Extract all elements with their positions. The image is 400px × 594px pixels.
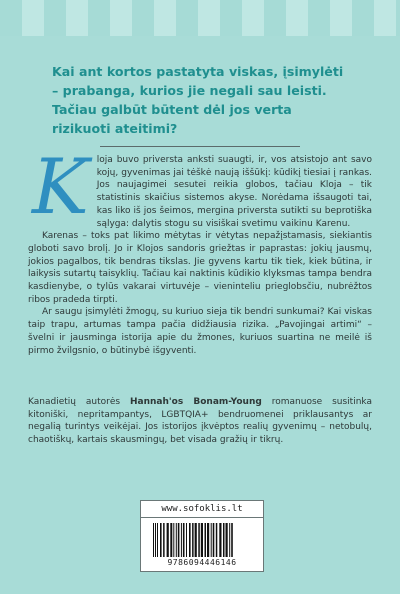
barcode-bar <box>198 523 200 557</box>
barcode-bar <box>205 523 207 557</box>
barcode-bar <box>173 523 174 557</box>
barcode-bar <box>192 523 194 557</box>
barcode-bar <box>155 523 156 557</box>
barcode-bar <box>201 523 203 557</box>
blurb-body <box>28 142 372 357</box>
barcode-bar <box>163 523 165 557</box>
publisher-url: www.sofoklis.lt <box>161 504 243 514</box>
isbn-number: 9786094446146 <box>167 558 237 567</box>
barcode-bar <box>160 523 162 557</box>
barcode-bars <box>152 523 252 557</box>
author-note-prefix: Kanadietių autorės <box>28 397 130 407</box>
barcode-divider <box>141 517 263 518</box>
barcode-bar <box>189 523 191 557</box>
top-stripe-pattern <box>0 0 400 36</box>
barcode-bar <box>183 523 185 557</box>
author-note <box>28 396 372 447</box>
barcode-bar <box>211 523 212 557</box>
barcode-bar <box>181 523 182 557</box>
author-note-suffix: romanuose susitinka kitoniški, nepritampantys, LGBTQIA+ bendruomenei priklausantys ar negalią turintys veikėjai. Jos istorijos įkvėptos realių gyvenimų – netobulų, chaotiškų, kartais skausmingų, bet visada gražių ir tikrų. <box>28 397 372 446</box>
blurb-paragraph-3: Ar saugu įsimylėti žmogų, su kuriuo sieja tik bendri sunkumai? Kai viskas taip trapu, artumas tampa pačia didžiausia rizika. „Pavojingai artimi“ – švelni ir jausminga istorija apie du žmones, kuriuos suartina ne meilė iš pirmo žvilgsnio, o būtinybė išgyventi. <box>28 307 372 356</box>
barcode-bar <box>153 523 154 557</box>
barcode-bar <box>219 523 221 557</box>
barcode-bar <box>216 523 218 557</box>
author-name: Hannah'os Bonam-Young <box>129 397 262 407</box>
barcode-bar <box>186 523 187 557</box>
blurb-paragraph-2: Karenas – toks pat likimo mėtytas ir vėtytas nepažįstamasis, siekiantis globoti savo brolį. Jo ir Klojos sandoris griežtas ir paprastas: jokių jausmų, jokios pagalbos, tik bendras tikslas. Jie gyvens kartu tik tiek, kiek būtina, ir laikysis sutartų taisyklių. Tačiau kai naktinis kūdikio klyksmas tampa bendra kasdienybe, o tylūs vakarai virtuvėje – vieninteliu prieglobsčiu, nubrėžtos ribos pradeda tirpti. <box>28 231 372 305</box>
barcode-bar <box>231 523 233 557</box>
barcode-bar <box>213 523 215 557</box>
barcode-bar <box>207 523 209 557</box>
barcode-bar <box>170 523 172 557</box>
divider-rule <box>100 146 300 147</box>
barcode-box <box>140 500 264 572</box>
barcode-bar <box>226 523 228 557</box>
barcode-bar <box>229 523 230 557</box>
barcode-bar <box>195 523 197 557</box>
barcode-bar <box>223 523 225 557</box>
barcode-bar <box>167 523 169 557</box>
blurb-paragraph-1: loja buvo priversta anksti suaugti, ir, vos atsistojo ant savo kojų, gyvenimas jai tėškė naują iššūkį: kūdikį tiesiai į rankas. Jos naujagimei sesutei reikia globos, tačiau Kloja – tik statistinis skaičius sistemos akyse. Norėdama išsaugoti tai, kas liko iš jos šeimos, mergina priversta sutikti su beprotiška sąlyga: dalytis stogu su visiškai svetimu vaikinu Karenu. <box>96 155 372 229</box>
barcode-bar <box>178 523 180 557</box>
barcode-bar <box>176 523 177 557</box>
tagline: Kai ant kortos pastatyta viskas, įsimylėti – prabanga, kurios jie negali sau leisti. Tačiau galbūt būtent dėl jos verta rizikuoti ateitimi? <box>52 64 344 136</box>
drop-cap: K <box>32 142 89 231</box>
barcode-bar <box>157 523 158 557</box>
